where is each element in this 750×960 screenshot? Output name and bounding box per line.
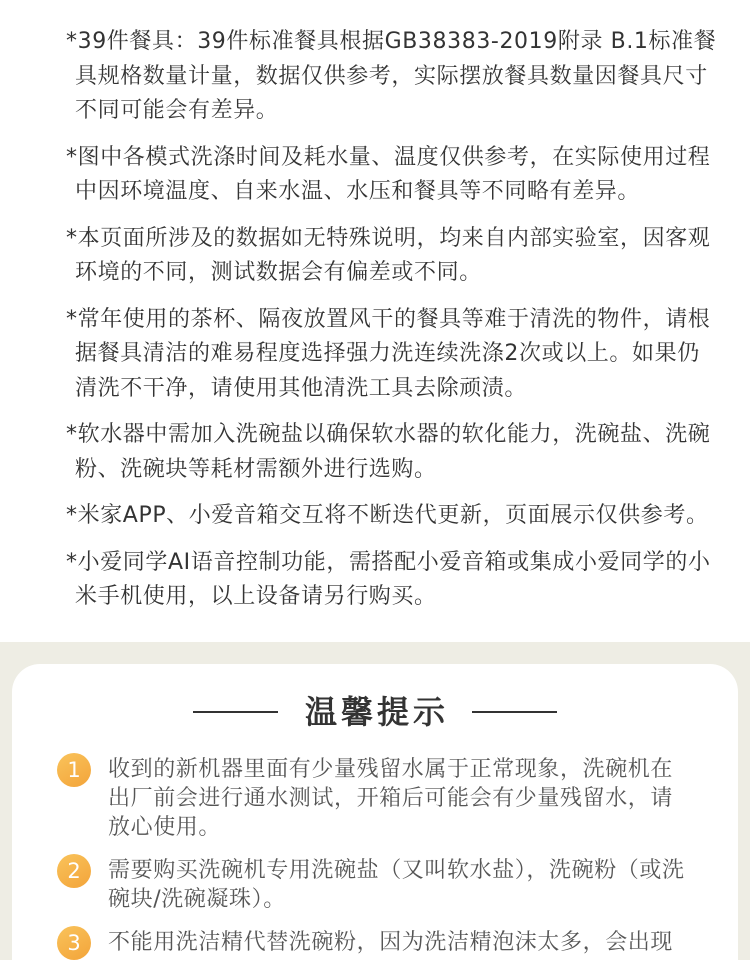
tips-card (12, 664, 738, 960)
footnote-line: 粉、洗碗块等耗材需额外进行选购。 (75, 456, 437, 482)
tip-text-line: 不能用洗洁精代替洗碗粉，因为洗洁精泡沫太多，会出现 (108, 930, 674, 955)
footnote (66, 25, 726, 129)
tip-item (57, 856, 697, 914)
footnote-line: 环境的不同，测试数据会有偏差或不同。 (75, 260, 482, 285)
footnote-line: *39件餐具：39件标准餐具根据GB38383-2019附录 B.1标准餐 (66, 29, 717, 54)
footnote-line: 具规格数量计量，数据仅供参考，实际摆放餐具数量因餐具尺寸 (75, 63, 708, 89)
tips-background-band (0, 642, 750, 960)
footnote (66, 141, 726, 210)
title-divider-left (193, 711, 278, 713)
footnote (66, 418, 726, 487)
tip-text (108, 928, 673, 957)
tips-list (57, 755, 697, 960)
tips-header (12, 692, 738, 732)
tip-text-line: 放心使用。 (108, 815, 222, 840)
footnotes-section (66, 25, 726, 627)
title-divider-right (472, 711, 557, 713)
tip-text-line: 收到的新机器里面有少量残留水属于正常现象，洗碗机在 (108, 757, 674, 782)
tip-text-line: 出厂前会进行通水测试，开箱后可能会有少量残留水，请 (108, 786, 674, 811)
footnote (66, 499, 726, 534)
footnote-line: *常年使用的茶杯、隔夜放置风干的餐具等难于清洗的物件，请根 (66, 306, 711, 332)
tip-number-badge: 3 (57, 926, 91, 960)
tip-text-line: 碗块/洗碗凝珠）。 (108, 887, 286, 912)
footnote-line: *米家APP、小爱音箱交互将不断迭代更新，页面展示仅供参考。 (66, 503, 709, 528)
footnote-line: *本页面所涉及的数据如无特殊说明，均来自内部实验室，因客观 (66, 225, 711, 251)
footnote-line: 据餐具清洁的难易程度选择强力洗连续洗涤2次或以上。如果仍 (75, 341, 700, 366)
footnote-line: 中因环境温度、自来水温、水压和餐具等不同略有差异。 (75, 179, 641, 204)
tip-item (57, 755, 697, 842)
tip-text-line: 需要购买洗碗机专用洗碗盐（又叫软水盐），洗碗粉（或洗 (108, 858, 685, 883)
tips-title: 温馨提示 (304, 693, 449, 731)
footnote-line: *软水器中需加入洗碗盐以确保软水器的软化能力，洗碗盐、洗碗 (66, 422, 711, 447)
tip-number-badge: 1 (57, 753, 91, 787)
footnote-line: *小爱同学AI语音控制功能，需搭配小爱音箱或集成小爱同学的小 (66, 549, 711, 575)
tip-text (108, 755, 673, 842)
tip-number-badge: 2 (57, 854, 91, 888)
footnote-line: *图中各模式洗涤时间及耗水量、温度仅供参考，在实际使用过程 (66, 144, 711, 170)
footnote-line: 米手机使用，以上设备请另行购买。 (75, 584, 437, 609)
footnote (66, 222, 726, 291)
footnote-line: 清洗不干净，请使用其他清洗工具去除顽渍。 (75, 375, 528, 401)
footnote (66, 303, 726, 407)
tip-item (57, 928, 697, 960)
footnote-line: 不同可能会有差异。 (75, 98, 279, 123)
footnote (66, 546, 726, 615)
tip-text (108, 856, 685, 914)
